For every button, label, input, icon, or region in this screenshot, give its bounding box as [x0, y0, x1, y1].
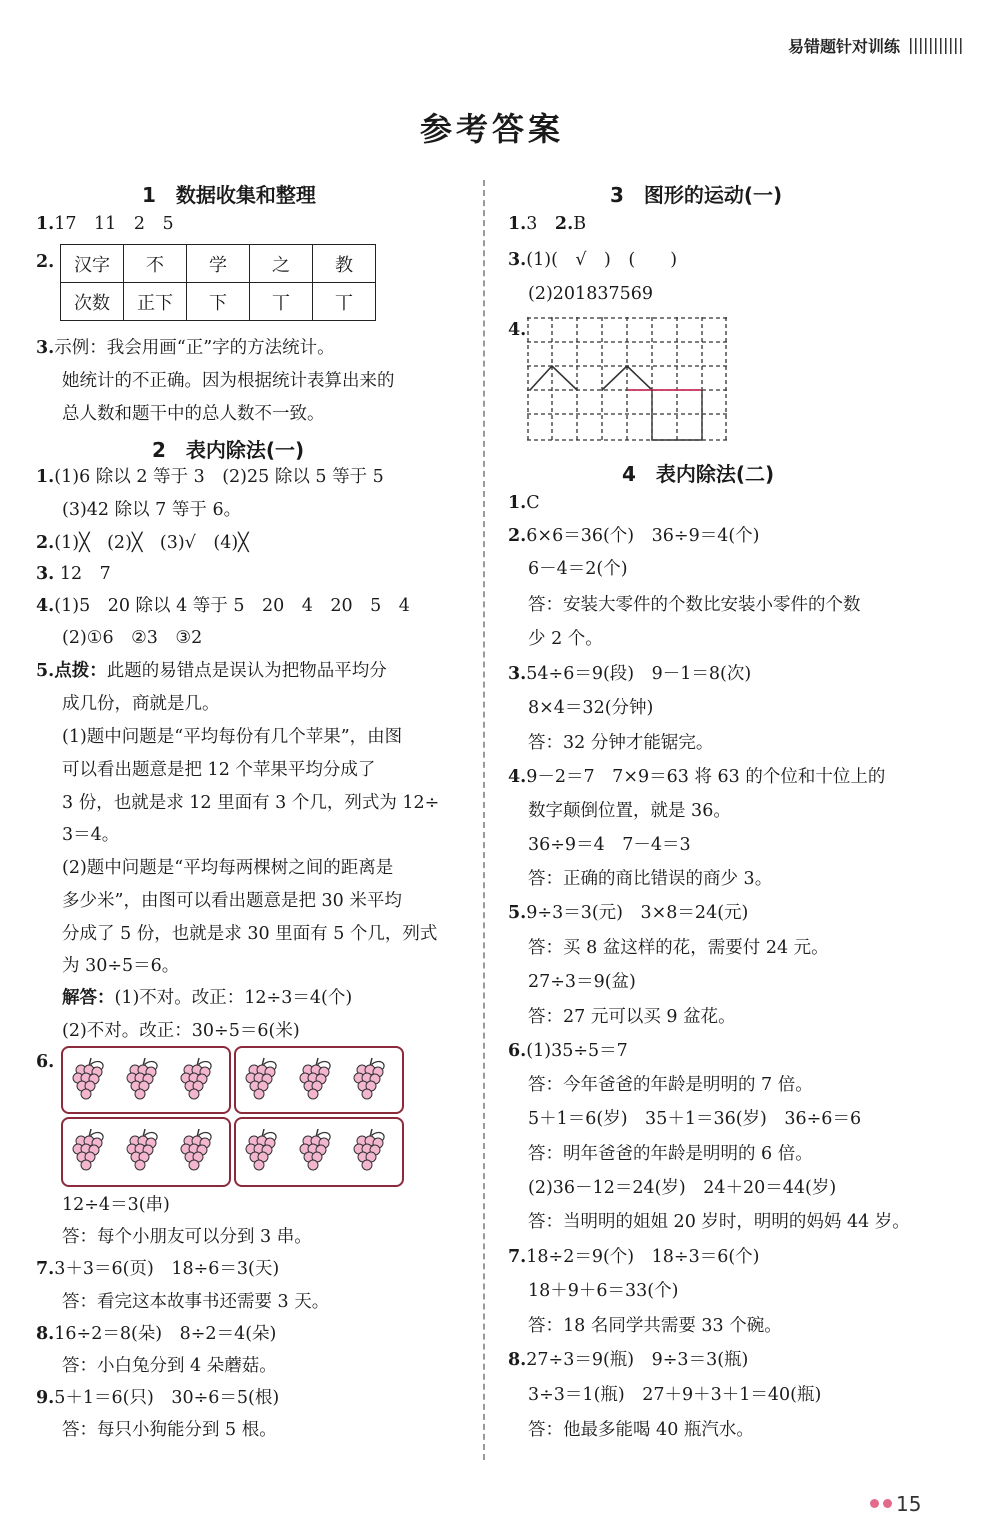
answer-4-5: 5.9÷3＝3(元) 3×8＝24(元) [508, 903, 749, 923]
answer-line: 可以看出题意是把 12 个苹果平均分成了 [62, 760, 376, 780]
table-cell: 次数 [61, 283, 124, 321]
answer-1-1: 1.17 11 2 5 [36, 214, 174, 234]
grape-bunch-icon [123, 1056, 163, 1100]
answer-line: (2)①6 ②3 ③2 [62, 628, 203, 648]
answer-4-6: 6.(1)35÷5＝7 [508, 1041, 628, 1061]
page-title: 参考答案 [419, 110, 564, 148]
grape-bunch-icon [296, 1127, 336, 1171]
section-4-heading: 4 表内除法(二) [622, 462, 775, 486]
answer-line: 成几份，商就是几。 [62, 694, 220, 714]
answer-line: 8×4＝32(分钟) [528, 698, 654, 718]
barcode-decoration [910, 38, 964, 54]
answer-line: 答：小白兔分到 4 朵蘑菇。 [62, 1356, 277, 1376]
answer-4-7: 7.18÷2＝9(个) 18÷3＝6(个) [508, 1247, 760, 1267]
answer-4-2: 2.6×6＝36(个) 36÷9＝4(个) [508, 526, 760, 546]
answer-line: 答：他最多能喝 40 瓶汽水。 [528, 1420, 754, 1440]
answer-line: 总人数和题干中的总人数不一致。 [62, 404, 325, 424]
table-cell: 教 [313, 245, 376, 283]
answer-line: (2)36－12＝24(岁) 24＋20＝44(岁) [528, 1178, 837, 1198]
grape-bunch-icon [69, 1127, 109, 1171]
section-3-heading: 3 图形的运动(一) [610, 183, 783, 207]
answer-line: 3＝4。 [62, 825, 120, 845]
answer-line: (2)不对。改正：30÷5＝6(米) [62, 1021, 300, 1041]
answer-line: 多少米”，由图可以看出题意是把 30 米平均 [62, 891, 402, 911]
answer-4-4: 4.9－2＝7 7×9＝63 将 63 的个位和十位上的 [508, 767, 886, 787]
grape-bunch-icon [296, 1056, 336, 1100]
answer-line: 答：每个小朋友可以分到 3 串。 [62, 1227, 312, 1247]
answer-line: 答：27 元可以买 9 盆花。 [528, 1007, 736, 1027]
section-1-heading: 1 数据收集和整理 [142, 183, 316, 207]
answer-line: 3÷3＝1(瓶) 27＋9＋3＋1＝40(瓶) [528, 1385, 822, 1405]
answer-line: 答：看完这本故事书还需要 3 天。 [62, 1292, 330, 1312]
decor-dot [883, 1499, 892, 1508]
answer-line: 答：买 8 盆这样的花，需要付 24 元。 [528, 938, 829, 958]
answer-3-4-label: 4. [508, 320, 527, 340]
answer-line: 她统计的不正确。因为根据统计表算出来的 [62, 371, 395, 391]
tally-table [60, 244, 376, 321]
answer-line: 分成了 5 份，也就是求 30 里面有 5 个几，列式 [62, 924, 438, 944]
answer-line: 答：明年爸爸的年龄是明明的 6 倍。 [528, 1144, 813, 1164]
table-cell: 正下 [124, 283, 187, 321]
header-tag: 易错题针对训练 [788, 34, 964, 57]
decor-dot [870, 1499, 879, 1508]
answer-4-8: 8.27÷3＝9(瓶) 9÷3＝3(瓶) [508, 1350, 749, 1370]
grape-bunch-icon [242, 1127, 282, 1171]
grape-bunch-icon [69, 1056, 109, 1100]
answer-line: 答：今年爸爸的年龄是明明的 7 倍。 [528, 1075, 813, 1095]
answer-line: 12÷4＝3(串) [62, 1195, 170, 1215]
answer-line: 答：18 名同学共需要 33 个碗。 [528, 1316, 782, 1336]
answer-2-3: 3. 12 7 [36, 564, 111, 584]
answer-1-2-label: 2. [36, 252, 55, 272]
answer-2-2: 2.(1)╳ (2)╳ (3)√ (4)╳ [36, 533, 249, 553]
answer-line: 答：每只小狗能分到 5 根。 [62, 1420, 277, 1440]
answer-line: (2)201837569 [528, 284, 653, 304]
answer-3-1: 1.3 2.B [508, 214, 587, 234]
answer-line: 数字颠倒位置，就是 36。 [528, 801, 731, 821]
answer-2-5: 5.点拨：此题的易错点是误认为把物品平均分 [36, 661, 387, 681]
answer-2-9: 9.5＋1＝6(只) 30÷6＝5(根) [36, 1388, 280, 1408]
answer-2-7: 7.3＋3＝6(页) 18÷6＝3(天) [36, 1259, 280, 1279]
table-cell: 汉字 [61, 245, 124, 283]
answer-line: 少 2 个。 [528, 629, 603, 649]
grape-bunch-icon [242, 1056, 282, 1100]
answer-4-1: 1.C [508, 493, 540, 513]
answer-line: 为 30÷5＝6。 [62, 956, 180, 976]
answer-line: (3)42 除以 7 等于 6。 [62, 500, 242, 520]
grape-bunch-icon [177, 1127, 217, 1171]
grape-bunch-icon [350, 1056, 390, 1100]
answer-4-3: 3.54÷6＝9(段) 9－1＝8(次) [508, 664, 752, 684]
grape-bunch-icon [123, 1127, 163, 1171]
page-number: 15 [870, 1492, 921, 1516]
answer-line: 36÷9＝4 7－4＝3 [528, 835, 691, 855]
table-cell: 不 [124, 245, 187, 283]
answer-line: (2)题中问题是“平均每两棵树之间的距离是 [62, 858, 394, 878]
answer-line: 解答：(1)不对。改正：12÷3＝4(个) [62, 988, 353, 1008]
answer-line: 答：当明明的姐姐 20 岁时，明明的妈妈 44 岁。 [528, 1212, 910, 1232]
table-cell: 学 [187, 245, 250, 283]
answer-2-4: 4.(1)5 20 除以 4 等于 5 20 4 20 5 4 [36, 596, 410, 616]
answer-line: 答：安装大零件的个数比安装小零件的个数 [528, 595, 861, 615]
table-cell: 下 [187, 283, 250, 321]
answer-2-8: 8.16÷2＝8(朵) 8÷2＝4(朵) [36, 1324, 277, 1344]
answer-1-3: 3.示例：我会用画“正”字的方法统计。 [36, 338, 335, 358]
answer-line: 27÷3＝9(盆) [528, 972, 636, 992]
answer-line: 答：32 分钟才能锯完。 [528, 733, 714, 753]
answer-line: 3 份，也就是求 12 里面有 3 个几，列式为 12÷ [62, 793, 440, 813]
column-divider [483, 180, 485, 1460]
shape-original [530, 366, 577, 390]
answer-line: (1)题中问题是“平均每份有几个苹果”，由图 [62, 727, 403, 747]
answer-line: 6－4＝2(个) [528, 559, 628, 579]
section-2-heading: 2 表内除法(一) [152, 438, 305, 462]
shape-grid [527, 317, 727, 441]
answer-line: 答：正确的商比错误的商少 3。 [528, 869, 773, 889]
answer-3-3: 3.(1)( √ ) ( ) [508, 250, 678, 270]
table-cell: 丅 [250, 283, 313, 321]
grape-bunch-icon [350, 1127, 390, 1171]
answer-line: 18＋9＋6＝33(个) [528, 1281, 679, 1301]
table-cell: 之 [250, 245, 313, 283]
answer-2-1: 1.(1)6 除以 2 等于 3 (2)25 除以 5 等于 5 [36, 467, 384, 487]
grape-bunch-icon [177, 1056, 217, 1100]
answer-line: 5＋1＝6(岁) 35＋1＝36(岁) 36÷6＝6 [528, 1109, 862, 1129]
table-cell: 丅 [313, 283, 376, 321]
answer-2-6-label: 6. [36, 1052, 55, 1072]
